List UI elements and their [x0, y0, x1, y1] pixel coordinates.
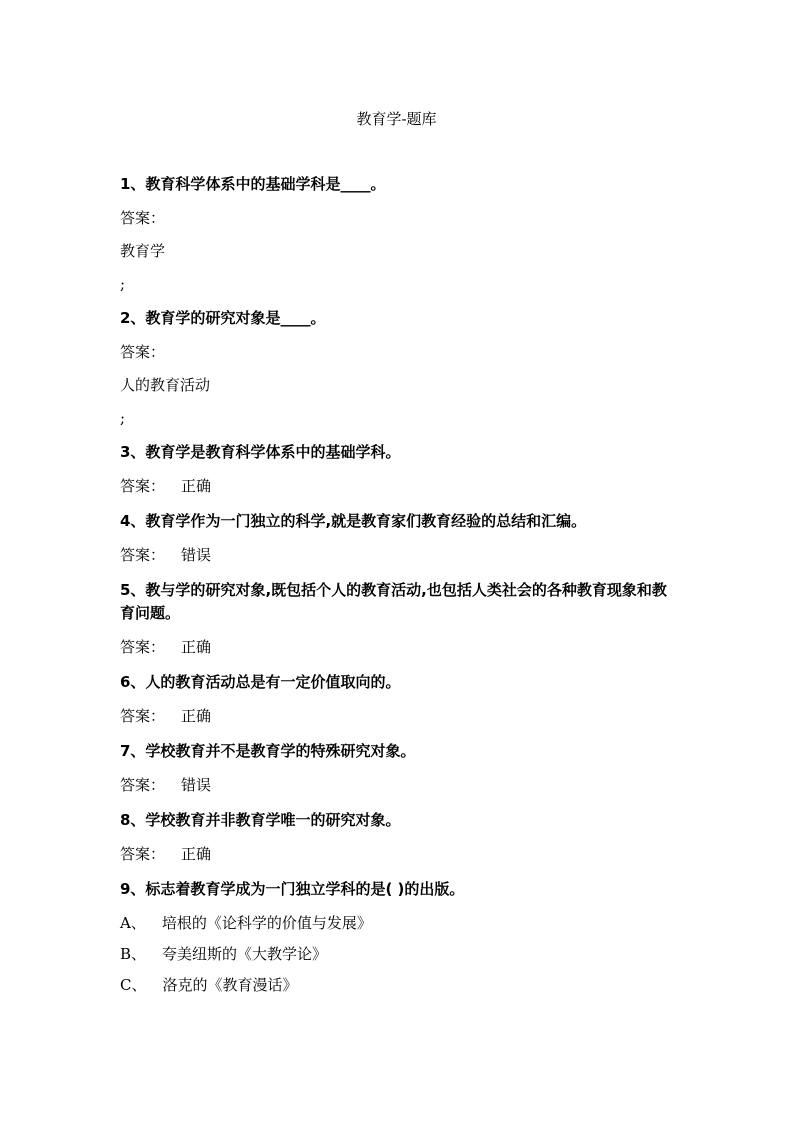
- question-list: [120, 173, 670, 1005]
- answer-label-2: 答案：: [120, 343, 166, 361]
- answer-5: 正确: [181, 638, 212, 656]
- answer-row-4: [120, 544, 670, 566]
- option-c-text: 洛克的《教育漫话》: [162, 976, 298, 994]
- answer-label-3: 答案：: [120, 477, 166, 495]
- option-b-letter: B、: [120, 945, 147, 963]
- option-b-text: 夸美纽斯的《大教学论》: [162, 945, 328, 963]
- answer-4: 错误: [181, 546, 212, 564]
- answer-label-6: 答案：: [120, 707, 166, 725]
- question-6: 6、人的教育活动总是有一定价值取向的。: [120, 673, 401, 691]
- question-5: 5、教与学的研究对象,既包括个人的教育活动,也包括人类社会的各种教育现象和教育问题。: [120, 581, 667, 622]
- question-9: 9、标志着教育学成为一门独立学科的是( )的出版。: [120, 880, 465, 898]
- answer-label-8: 答案：: [120, 845, 166, 863]
- question-7: 7、学校教育并不是教育学的特殊研究对象。: [120, 742, 416, 760]
- question-4: 4、教育学作为一门独立的科学,就是教育家们教育经验的总结和汇编。: [120, 512, 587, 530]
- option-a-letter: A、: [120, 914, 146, 932]
- question-1: 1、教育科学体系中的基础学科是____。: [120, 175, 386, 193]
- option-c: [120, 974, 670, 996]
- answer-3: 正确: [181, 477, 212, 495]
- answer-row-8: [120, 843, 670, 865]
- option-a-text: 培根的《论科学的价值与发展》: [161, 914, 372, 932]
- option-b: [120, 943, 670, 965]
- answer-row-3: [120, 475, 670, 497]
- page-title: 教育学-题库: [356, 110, 437, 128]
- option-c-letter: C、: [120, 976, 147, 994]
- answer-7: 错误: [181, 776, 212, 794]
- question-8: 8、学校教育并非教育学唯一的研究对象。: [120, 811, 401, 829]
- option-a: [120, 912, 670, 934]
- answer-row-6: [120, 705, 670, 727]
- answer-row-7: [120, 774, 670, 796]
- answer-2: 人的教育活动: [120, 376, 211, 394]
- question-3: 3、教育学是教育科学体系中的基础学科。: [120, 443, 401, 461]
- answer-label-7: 答案：: [120, 776, 166, 794]
- answer-label-4: 答案：: [120, 546, 166, 564]
- question-2: 2、教育学的研究对象是____。: [120, 309, 326, 327]
- answer-label-5: 答案：: [120, 638, 166, 656]
- answer-1: 教育学: [120, 242, 166, 260]
- answer-8: 正确: [181, 845, 212, 863]
- answer-row-5: [120, 636, 670, 658]
- answer-6: 正确: [181, 707, 212, 725]
- separator-1: ;: [120, 275, 126, 293]
- separator-2: ;: [120, 409, 126, 427]
- answer-label-1: 答案：: [120, 209, 166, 227]
